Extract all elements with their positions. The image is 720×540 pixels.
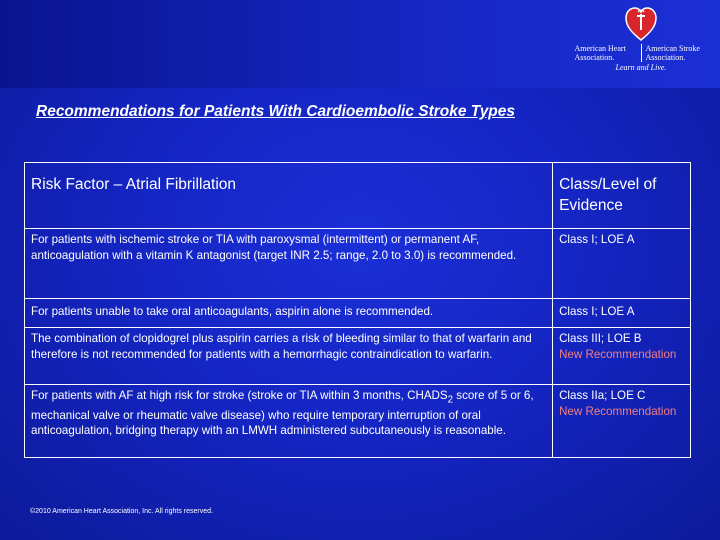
table-row [25,299,691,328]
logo-tagline: Learn and Live. [615,63,667,72]
table-header-row [25,163,691,229]
class-level-text: Class III; LOE B [559,332,642,345]
recommendation-text: The combination of clopidogrel plus aspirin carries a risk of bleeding similar to that of warfarin and therefore is not recommended for patients with a hemorrhagic contraindication to warfarin. [25,328,553,385]
new-recommendation-label: New Recommendation [559,347,677,361]
class-level-cell [553,385,691,458]
chads-subscript: 2 [447,394,454,406]
recommendation-text-part1: For patients with AF at high risk for stroke (stroke or TIA within 3 months, CHADS [31,389,448,402]
class-level-text: Class IIa; LOE C [559,389,646,402]
class-level-cell [553,299,691,328]
recommendation-text: For patients with ischemic stroke or TIA with paroxysmal (intermittent) or permanent AF, anticoagulation with a vitamin K antagonist (target INR 2.5; range, 2.0 to 3.0) is recommended. [25,229,553,299]
table-row [25,328,691,385]
logo-name-asa-2: Association. [645,53,686,62]
header-class-level: Class/Level of Evidence [553,163,691,229]
new-recommendation-label: New Recommendation [559,404,677,418]
logo-name-aha-1: American Heart [574,44,626,53]
class-level-cell [553,229,691,299]
class-level-cell [553,328,691,385]
heart-torch-icon [625,6,657,42]
recommendations-table [24,162,691,458]
aha-asa-logo [568,6,714,88]
logo-name-asa-1: American Stroke [645,44,700,53]
table-row [25,385,691,458]
slide-title: Recommendations for Patients With Cardioembolic Stroke Types [36,103,516,120]
recommendation-text-part2: score of 5 or 6, mechanical valve or rheumatic valve disease) who require temporary interruption of oral anticoagulation, bridging therapy with an LMWH administered subcutaneously is reasonable. [31,389,534,438]
class-level-text: Class I; LOE A [559,233,635,246]
logo-name-aha-2: Association. [574,53,615,62]
class-level-text: Class I; LOE A [559,305,635,318]
table-row [25,229,691,299]
header-risk-factor: Risk Factor – Atrial Fibrillation [25,163,553,229]
logo-divider [641,44,642,62]
logo-names [568,44,714,62]
recommendation-text: For patients unable to take oral anticoagulants, aspirin alone is recommended. [25,299,553,328]
copyright-footer: ©2010 American Heart Association, Inc. All rights reserved. [30,508,213,515]
recommendation-text [25,385,553,458]
